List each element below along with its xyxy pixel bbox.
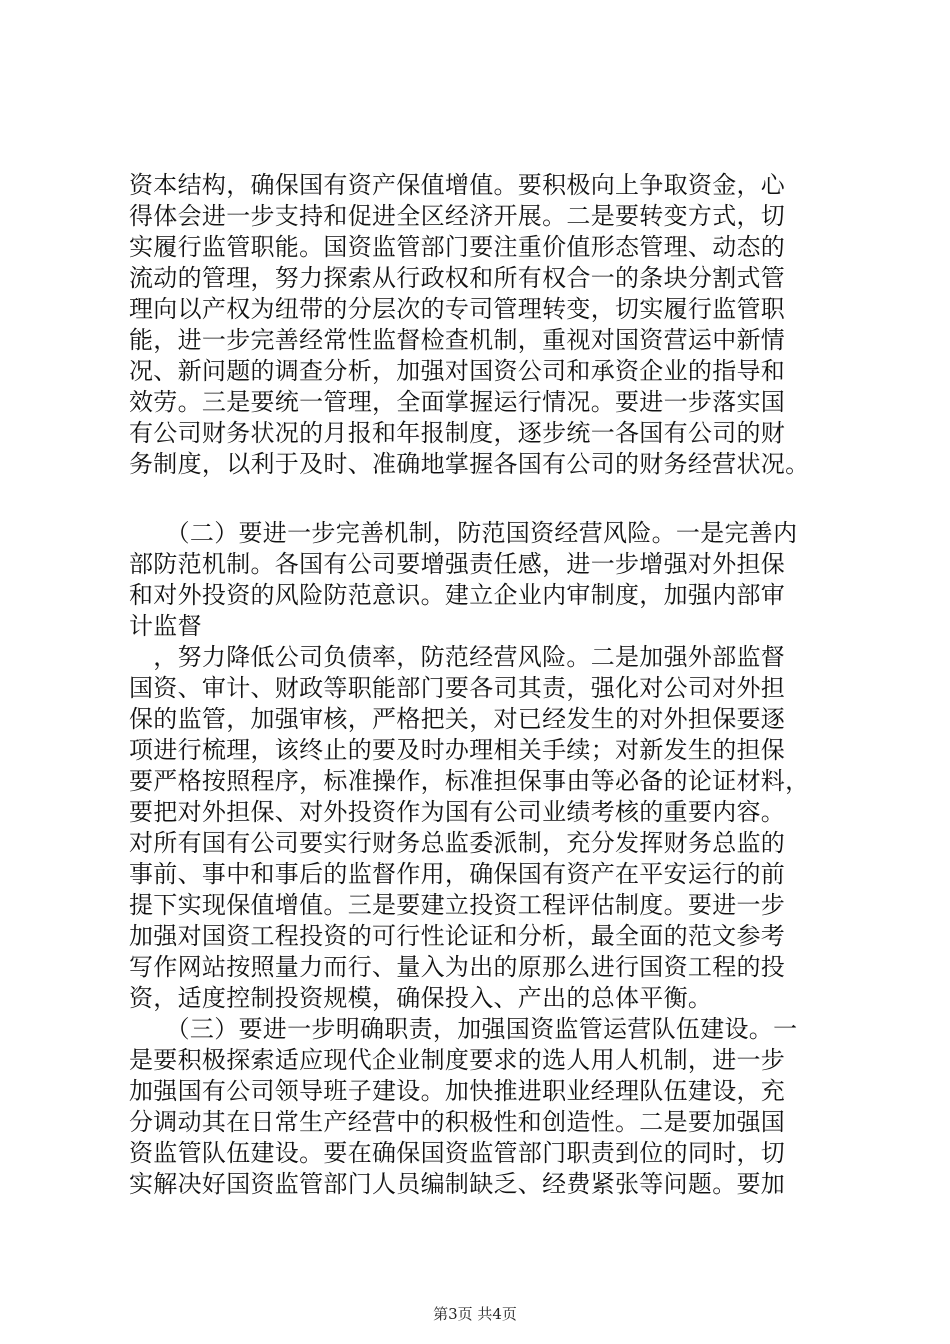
text-line: 资，适度控制投资规模，确保投入、产出的总体平衡。 xyxy=(129,984,713,1012)
text-line: 加强对国资工程投资的可行性论证和分析，最全面的范文参考 xyxy=(129,922,786,950)
page-footer xyxy=(0,1304,950,1324)
text-line: 流动的管理，努力探索从行政权和所有权合一的条块分割式管 xyxy=(129,264,786,292)
text-line: 对所有国有公司要实行财务总监委派制，充分发挥财务总监的 xyxy=(129,829,786,857)
page-indicator: 第3页 共4页 xyxy=(433,1305,517,1323)
text-line: 况、新问题的调查分析，加强对国资公司和承资企业的指导和 xyxy=(129,357,786,385)
text-line: 实履行监管职能。国资监管部门要注重价值形态管理、动态的 xyxy=(129,233,786,261)
text-line: 效劳。三是要统一管理，全面掌握运行情况。要进一步落实国 xyxy=(129,388,786,416)
text-line: 实解决好国资监管部门人员编制缺乏、经费紧张等问题。要加 xyxy=(129,1170,786,1198)
paragraph-1 xyxy=(129,170,829,480)
text-line: 事前、事中和事后的监督作用，确保国有资产在平安运行的前 xyxy=(129,860,786,888)
text-line: 保的监管，加强审核，严格把关，对已经发生的对外担保要逐 xyxy=(129,705,786,733)
paragraph-3 xyxy=(129,1014,829,1200)
text-line: 加强国有公司领导班子建设。加快推进职业经理队伍建设，充 xyxy=(129,1077,786,1105)
text-line: 务制度，以利于及时、准确地掌握各国有公司的财务经营状况。 xyxy=(129,450,810,478)
text-line: （三）要进一步明确职责，加强国资监管运营队伍建设。一 xyxy=(129,1015,798,1043)
text-line: 要严格按照程序，标准操作，标准担保事由等必备的论证材料， xyxy=(129,767,810,795)
text-line: 项进行梳理，该终止的要及时办理相关手续；对新发生的担保 xyxy=(129,736,786,764)
text-line: 写作网站按照量力而行、量入为出的原那么进行国资工程的投 xyxy=(129,953,786,981)
text-line: ，努力降低公司负债率，防范经营风险。二是加强外部监督 xyxy=(129,643,786,671)
text-line: 理向以产权为纽带的分层次的专司管理转变，切实履行监管职 xyxy=(129,295,786,323)
text-line: 分调动其在日常生产经营中的积极性和创造性。二是要加强国 xyxy=(129,1108,786,1136)
document-body xyxy=(129,170,829,1200)
text-line: 得体会进一步支持和促进全区经济开展。二是要转变方式，切 xyxy=(129,202,786,230)
text-line: 提下实现保值增值。三是要建立投资工程评估制度。要进一步 xyxy=(129,891,786,919)
text-line: （二）要进一步完善机制，防范国资经营风险。一是完善内 xyxy=(129,519,798,547)
text-line: 部防范机制。各国有公司要增强责任感，进一步增强对外担保 xyxy=(129,550,786,578)
paragraph-2 xyxy=(129,518,829,1014)
paragraph-spacer xyxy=(129,480,829,518)
text-line: 资本结构，确保国有资产保值增值。要积极向上争取资金，心 xyxy=(129,171,786,199)
text-line: 和对外投资的风险防范意识。建立企业内审制度，加强内部审 xyxy=(129,581,786,609)
text-line: 能，进一步完善经常性监督检查机制，重视对国资营运中新情 xyxy=(129,326,786,354)
text-line: 要把对外担保、对外投资作为国有公司业绩考核的重要内容。 xyxy=(129,798,786,826)
text-line: 国资、审计、财政等职能部门要各司其责，强化对公司对外担 xyxy=(129,674,786,702)
text-line: 计监督 xyxy=(129,612,202,640)
text-line: 是要积极探索适应现代企业制度要求的选人用人机制，进一步 xyxy=(129,1046,786,1074)
text-line: 有公司财务状况的月报和年报制度，逐步统一各国有公司的财 xyxy=(129,419,786,447)
text-line: 资监管队伍建设。要在确保国资监管部门职责到位的同时，切 xyxy=(129,1139,786,1167)
